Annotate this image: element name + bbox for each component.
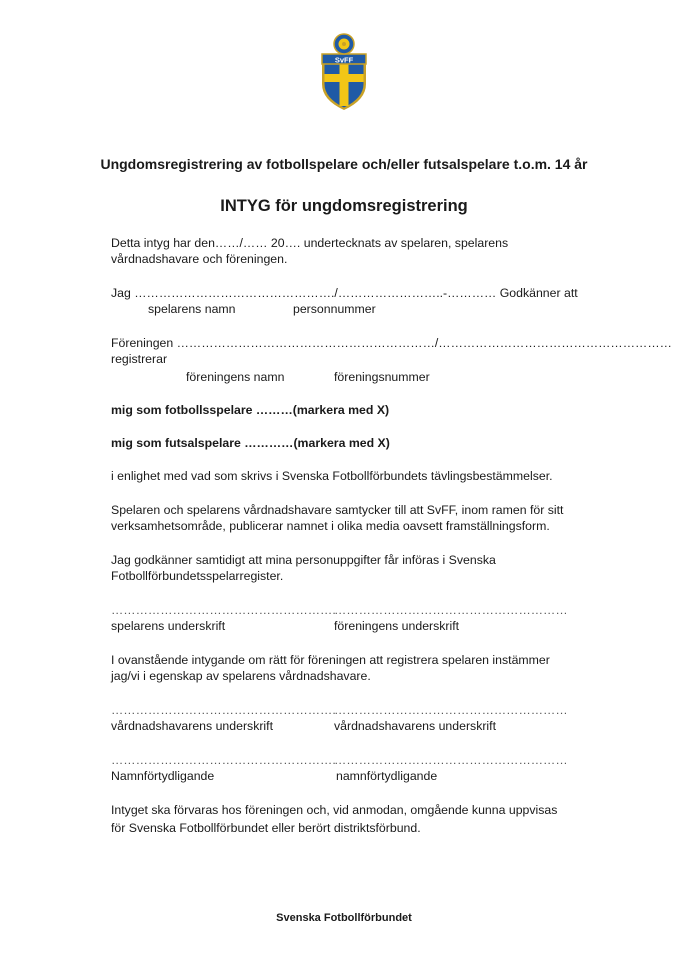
player-signature-line: ……………………………………………….	[111, 603, 336, 617]
closing-line-2: för Svenska Fotbollförbundet eller berört distriktsförbund.	[111, 821, 421, 835]
club-name-label: föreningens namn	[186, 370, 285, 384]
guardian-2-name-label: namnförtydligande	[336, 769, 438, 783]
player-signature-label: spelarens underskrift	[111, 619, 226, 633]
futsal-player-option: mig som futsalspelare …………(markera med X)	[111, 436, 390, 450]
svg-text:SvFF: SvFF	[334, 55, 354, 65]
intro-line-2: vårdnadshavare och föreningen.	[111, 252, 288, 266]
personal-number-label: personnummer	[293, 302, 376, 316]
closing-line-1: Intyget ska förvaras hos föreningen och, vid anmodan, omgående kunna uppvisas	[111, 803, 558, 817]
intro-line-1: Detta intyg har den……/…… 20…. undertecknats av spelaren, spelarens	[111, 236, 509, 250]
guardian-1-name-line: ……………………………………………….	[111, 753, 336, 767]
gdpr-line-2: Fotbollförbundetsspelarregister.	[111, 569, 284, 583]
guardian-2-signature-label: vårdnadshavarens underskrift	[334, 719, 496, 733]
svff-crest-icon	[318, 32, 370, 112]
guardian-1-name-label: Namnförtydligande	[111, 769, 215, 783]
guardian-statement-line-1: I ovanstående intygande om rätt för föreningen att registrera spelaren instämmer	[111, 653, 550, 667]
football-player-option: mig som fotbollsspelare ………(markera med X)	[111, 403, 390, 417]
regulations-text: i enlighet med vad som skrivs i Svenska Fotbollförbundets tävlingsbestämmelser.	[111, 469, 553, 483]
consent-line-2: verksamhetsområde, publicerar namnet i olika media oavsett framställningsform.	[111, 519, 550, 533]
player-name-label: spelarens namn	[148, 302, 236, 316]
club-line: Föreningen ………………………………………………………/…………………………………………………	[111, 336, 672, 350]
club-number-label: föreningsnummer	[334, 370, 430, 384]
club-signature-label: föreningens underskrift	[334, 619, 460, 633]
document-subtitle: INTYG för ungdomsregistrering	[220, 197, 468, 215]
guardian-2-name-line: …………………………………………………	[334, 753, 568, 767]
club-signature-line: …………………………………………………	[334, 603, 568, 617]
guardian-2-signature-line: …………………………………………………	[334, 703, 568, 717]
gdpr-line-1: Jag godkänner samtidigt att mina personuppgifter får införas i Svenska	[111, 553, 496, 567]
footer-organization: Svenska Fotbollförbundet	[276, 912, 412, 924]
consent-line-1: Spelaren och spelarens vårdnadshavare samtycker till att SvFF, inom ramen för sitt	[111, 503, 564, 517]
registers-text: registrerar	[111, 352, 168, 366]
player-line: Jag …………………………………………./……………………..-………… Godkänner att	[111, 286, 578, 300]
document-title: Ungdomsregistrering av fotbollspelare och/eller futsalspelare t.o.m. 14 år	[100, 156, 588, 172]
guardian-1-signature-line: ……………………………………………….	[111, 703, 336, 717]
guardian-statement-line-2: jag/vi i egenskap av spelarens vårdnadshavare.	[111, 669, 371, 683]
guardian-1-signature-label: vårdnadshavarens underskrift	[111, 719, 273, 733]
